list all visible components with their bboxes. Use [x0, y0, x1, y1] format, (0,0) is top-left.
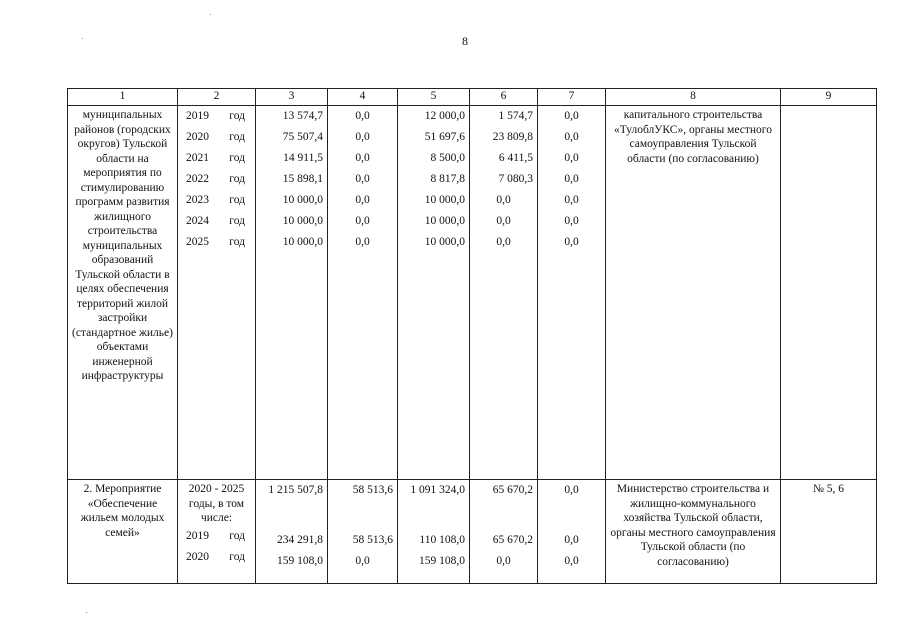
year-row: 2022 год	[186, 173, 245, 185]
value: 10 000,0	[424, 194, 465, 206]
value: 0,0	[564, 152, 579, 164]
value: 15 898,1	[282, 173, 323, 185]
value: 159 108,0	[277, 555, 323, 567]
years-cell	[178, 480, 256, 584]
col4-cell	[328, 106, 398, 480]
years-cell	[178, 106, 256, 480]
header-row	[68, 89, 877, 106]
col6-cell	[470, 480, 538, 584]
budget-table	[67, 88, 877, 584]
year-row: 2019 год	[186, 529, 245, 542]
total-value: 0,0	[564, 484, 579, 496]
scan-speck	[86, 612, 87, 613]
value: 1 574,7	[498, 110, 533, 122]
value: 0,0	[564, 194, 579, 206]
value: 0,0	[355, 215, 370, 227]
value: 0,0	[564, 215, 579, 227]
value: 110 108,0	[419, 534, 465, 546]
value: 0,0	[496, 215, 511, 227]
total-value: 1 091 324,0	[410, 484, 465, 496]
activity-name: муниципальных районов (городских округов) Тульской области на мероприятия по стимулированию программ развития жилищного строительства муниципальных образований Тульской области в целях обеспечения территорий жилой застройки (стандартное жилье) объектами инженерной инфраструктуры	[68, 106, 178, 480]
value: 10 000,0	[282, 236, 323, 248]
value: 0,0	[496, 194, 511, 206]
value: 0,0	[496, 555, 511, 567]
table-row	[68, 106, 877, 480]
col6-cell	[470, 106, 538, 480]
value: 0,0	[564, 555, 579, 567]
value: 0,0	[564, 534, 579, 546]
header-cell: 8	[606, 89, 781, 106]
value: 65 670,2	[492, 534, 533, 546]
executor-cell: Министерство строительства и жилищно-коммунального хозяйства Тульской области, органы местного самоуправления Тульской области (по согласованию)	[606, 480, 781, 584]
total-value: 58 513,6	[352, 484, 393, 496]
header-cell: 1	[68, 89, 178, 106]
value: 0,0	[564, 131, 579, 143]
value: 14 911,5	[283, 152, 323, 164]
value: 0,0	[564, 236, 579, 248]
scan-speck	[82, 38, 83, 39]
value: 0,0	[496, 236, 511, 248]
year-row: 2019 год	[186, 110, 245, 122]
value: 12 000,0	[424, 110, 465, 122]
value: 0,0	[355, 236, 370, 248]
ref-cell: № 5, 6	[781, 480, 877, 584]
header-cell: 2	[178, 89, 256, 106]
value: 75 507,4	[282, 131, 323, 143]
value: 0,0	[355, 110, 370, 122]
col5-cell	[398, 480, 470, 584]
value: 0,0	[355, 173, 370, 185]
col7-cell	[538, 480, 606, 584]
year-row: 2025 год	[186, 236, 245, 248]
value: 234 291,8	[277, 534, 323, 546]
col5-cell	[398, 106, 470, 480]
value: 23 809,8	[492, 131, 533, 143]
total-value: 1 215 507,8	[268, 484, 323, 496]
value: 10 000,0	[424, 215, 465, 227]
value: 159 108,0	[419, 555, 465, 567]
col4-cell	[328, 480, 398, 584]
year-row: 2023 год	[186, 194, 245, 206]
header-cell: 6	[470, 89, 538, 106]
header-cell: 5	[398, 89, 470, 106]
col3-cell	[256, 480, 328, 584]
value: 7 080,3	[498, 173, 533, 185]
col3-cell	[256, 106, 328, 480]
value: 0,0	[355, 555, 370, 567]
period-label: 2020 - 2025 годы, в том числе:	[188, 483, 245, 524]
scan-speck	[210, 14, 211, 15]
year-row: 2020 год	[186, 131, 245, 143]
activity-name: 2. Мероприятие «Обеспечение жильем молодых семей»	[68, 480, 178, 584]
value: 10 000,0	[424, 236, 465, 248]
value: 10 000,0	[282, 215, 323, 227]
executor-cell: капитального строительства «ТулоблУКС», органы местного самоуправления Тульской области (по согласованию)	[606, 106, 781, 480]
year-row: 2020 год	[186, 550, 245, 563]
value: 0,0	[564, 110, 579, 122]
year-row: 2021 год	[186, 152, 245, 164]
value: 0,0	[355, 131, 370, 143]
value: 0,0	[355, 194, 370, 206]
value: 6 411,5	[498, 152, 533, 164]
value: 8 500,0	[430, 152, 465, 164]
header-cell: 4	[328, 89, 398, 106]
value: 58 513,6	[352, 534, 393, 546]
value: 51 697,6	[424, 131, 465, 143]
table-row	[68, 480, 877, 584]
header-cell: 3	[256, 89, 328, 106]
value: 0,0	[564, 173, 579, 185]
value: 8 817,8	[430, 173, 465, 185]
col7-cell	[538, 106, 606, 480]
value: 13 574,7	[282, 110, 323, 122]
header-cell: 9	[781, 89, 877, 106]
header-cell: 7	[538, 89, 606, 106]
total-value: 65 670,2	[492, 484, 533, 496]
year-row: 2024 год	[186, 215, 245, 227]
page-number: 8	[462, 34, 468, 48]
value: 10 000,0	[282, 194, 323, 206]
ref-cell	[781, 106, 877, 480]
value: 0,0	[355, 152, 370, 164]
